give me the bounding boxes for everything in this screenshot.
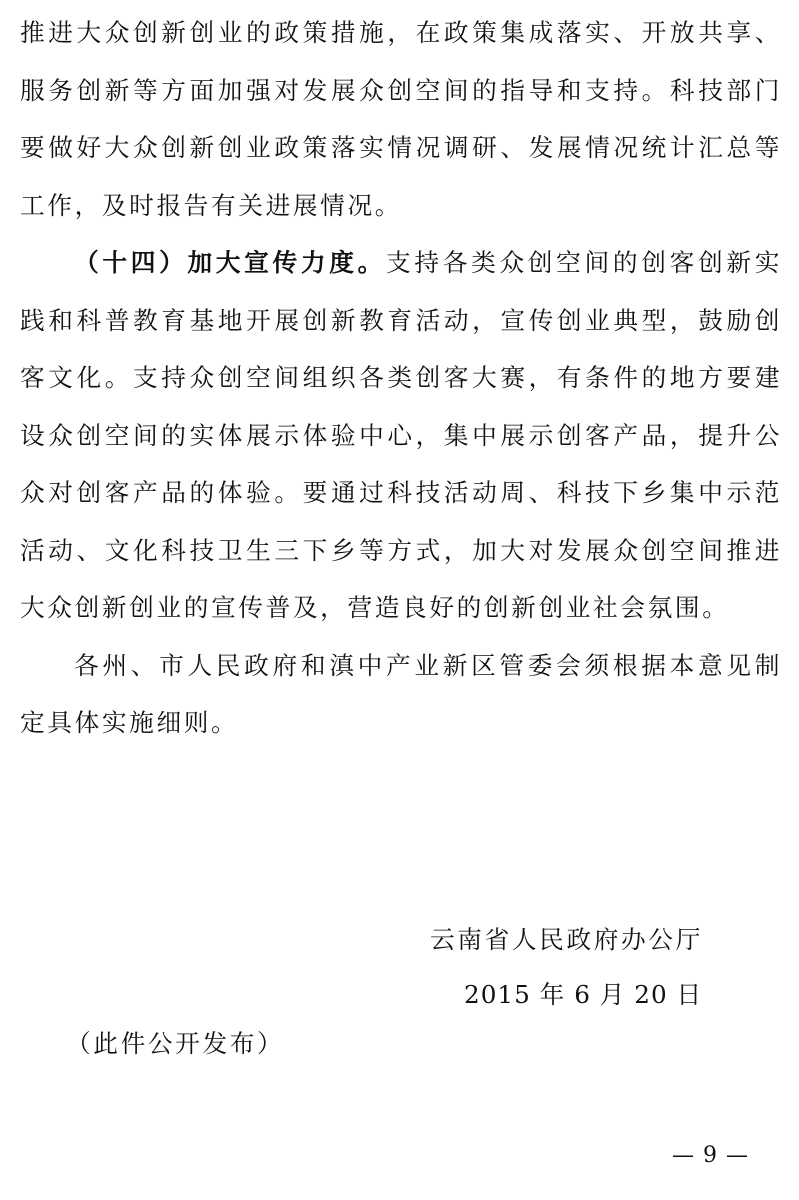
page-number: — 9 — bbox=[672, 1143, 749, 1168]
publish-note: （此件公开发布） bbox=[66, 1029, 285, 1058]
paragraph-continuation bbox=[20, 4, 782, 234]
issue-date: 2015 年 6 月 20 日 bbox=[464, 980, 703, 1009]
paragraph-text: 各州、市人民政府和滇中产业新区管委会须根据本意见制定具体实施细则。 bbox=[20, 650, 782, 737]
paragraph-closing bbox=[20, 637, 782, 752]
section-heading: （十四）加大宣传力度。 bbox=[74, 248, 386, 277]
paragraph-text: 支持各类众创空间的创客创新实践和科普教育基地开展创新教育活动，宣传创业典型，鼓励创客文化。支持众创空间组织各类创客大赛，有条件的地方要建设众创空间的实体展示体验中心，集中展示创客产品，提升公众对创客产品的体验。要通过科技活动周、科技下乡集中示范活动、文化科技卫生三下乡等方式，加大对发展众创空间推进大众创新创业的宣传普及，营造良好的创新创业社会氛围。 bbox=[20, 248, 782, 622]
paragraph-section-14 bbox=[20, 234, 782, 637]
document-body bbox=[20, 4, 782, 752]
paragraph-text: 推进大众创新创业的政策措施，在政策集成落实、开放共享、服务创新等方面加强对发展众创空间的指导和支持。科技部门要做好大众创新创业政策落实情况调研、发展情况统计汇总等工作，及时报告有关进展情况。 bbox=[20, 18, 782, 220]
issuing-authority: 云南省人民政府办公厅 bbox=[430, 925, 703, 954]
